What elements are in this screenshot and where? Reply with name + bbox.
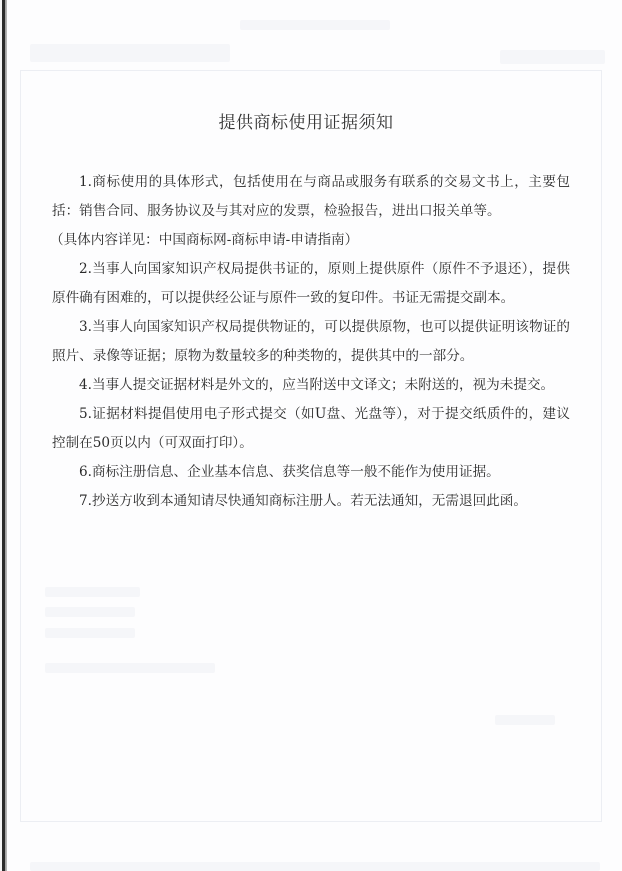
paragraph-1-note: （具体内容详见：中国商标网-商标申请-申请指南）	[50, 232, 359, 248]
document-body	[52, 168, 570, 516]
paragraph-5: 5.证据材料提倡使用电子形式提交（如U盘、光盘等），对于提交纸质件的，建议控制在50页以内（可双面打印）。	[52, 406, 570, 451]
document-title: 提供商标使用证据须知	[218, 113, 394, 133]
paragraph-4: 4.当事人提交证据材料是外文的，应当附送中文译文；未附送的，视为未提交。	[79, 377, 555, 393]
paragraph-6: 6.商标注册信息、企业基本信息、获奖信息等一般不能作为使用证据。	[79, 464, 500, 480]
paragraph-2: 2.当事人向国家知识产权局提供书证的，原则上提供原件（原件不予退还），提供原件确有困难的，可以提供经公证与原件一致的复印件。书证无需提交副本。	[52, 261, 570, 306]
paragraph-7: 7.抄送方收到本通知请尽快通知商标注册人。若无法通知，无需退回此函。	[79, 493, 527, 509]
paragraph-1: 1.商标使用的具体形式，包括使用在与商品或服务有联系的交易文书上，主要包括：销售合同、服务协议及与其对应的发票，检验报告，进出口报关单等。	[52, 174, 570, 219]
paragraph-3: 3.当事人向国家知识产权局提供物证的，可以提供原物，也可以提供证明该物证的照片、录像等证据；原物为数量较多的种类物的，提供其中的一部分。	[52, 319, 570, 364]
